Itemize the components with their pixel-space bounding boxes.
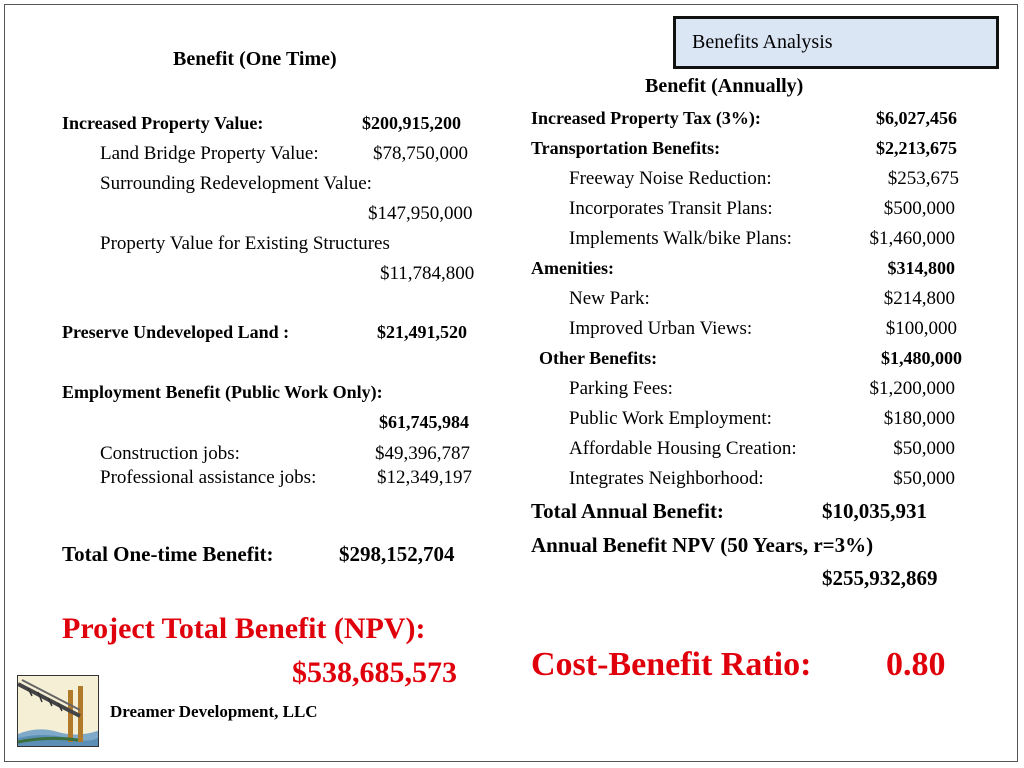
annual-row-value: $6,027,456 — [876, 108, 957, 128]
annual-row-value: $314,800 — [887, 258, 955, 278]
annual-row-label: Transportation Benefits: — [531, 138, 721, 158]
annual-row-label: Incorporates Transit Plans: — [569, 198, 773, 219]
annual-row-label: Other Benefits: — [539, 348, 658, 368]
surrounding-label: Surrounding Redevelopment Value: — [100, 173, 372, 194]
one-time-total-label: Total One-time Benefit: — [62, 542, 274, 566]
annual-row-label: New Park: — [569, 288, 650, 309]
cost-benefit-ratio-label: Cost-Benefit Ratio: — [531, 646, 812, 683]
property-label: Increased Property Value: — [62, 113, 264, 133]
annual-row-label: Freeway Noise Reduction: — [569, 168, 772, 189]
one-time-heading: Benefit (One Time) — [173, 48, 337, 70]
annual-heading: Benefit (Annually) — [645, 75, 804, 97]
annual-row-label: Improved Urban Views: — [569, 318, 753, 339]
annual-row-label: Integrates Neighborhood: — [569, 468, 764, 489]
annual-row-label: Affordable Housing Creation: — [569, 438, 797, 459]
annual-row-label: Public Work Employment: — [569, 408, 772, 429]
construction-label: Construction jobs: — [100, 443, 240, 464]
annual-row-label: Implements Walk/bike Plans: — [569, 228, 792, 249]
land-bridge-label: Land Bridge Property Value: — [100, 143, 319, 164]
annual-row-value: $1,460,000 — [869, 228, 955, 249]
one-time-total-value: $298,152,704 — [339, 542, 455, 566]
project-total-label: Project Total Benefit (NPV): — [62, 612, 426, 645]
annual-npv-label: Annual Benefit NPV (50 Years, r=3%) — [531, 533, 874, 557]
annual-row-value: $253,675 — [887, 168, 959, 189]
annual-row-value: $100,000 — [885, 318, 957, 339]
annual-row-value: $180,000 — [883, 408, 955, 429]
property-value: $200,915,200 — [362, 113, 461, 133]
annual-row-label: Parking Fees: — [569, 378, 673, 399]
professional-label: Professional assistance jobs: — [100, 467, 317, 488]
existing-value: $11,784,800 — [380, 263, 475, 284]
bridge-logo-icon — [17, 675, 99, 747]
annual-row-label: Increased Property Tax (3%): — [531, 108, 761, 128]
employment-label: Employment Benefit (Public Work Only): — [62, 382, 383, 402]
annual-row-value: $500,000 — [883, 198, 955, 219]
preserve-label: Preserve Undeveloped Land : — [62, 322, 290, 342]
employment-value: $61,745,984 — [379, 412, 469, 432]
annual-row-value: $50,000 — [893, 438, 955, 459]
slide-title: Benefits Analysis — [673, 16, 999, 69]
professional-value: $12,349,197 — [377, 467, 472, 488]
annual-npv-value: $255,932,869 — [822, 566, 938, 590]
preserve-value: $21,491,520 — [377, 322, 467, 342]
annual-row-value: $1,200,000 — [869, 378, 955, 399]
company-name: Dreamer Development, LLC — [110, 702, 318, 721]
annual-total-value: $10,035,931 — [822, 499, 927, 523]
annual-row-label: Amenities: — [531, 258, 614, 278]
annual-row-value: $214,800 — [883, 288, 955, 309]
construction-value: $49,396,787 — [375, 443, 470, 464]
annual-row-value: $1,480,000 — [881, 348, 962, 368]
annual-row-value: $50,000 — [893, 468, 955, 489]
annual-total-label: Total Annual Benefit: — [531, 499, 724, 523]
surrounding-value: $147,950,000 — [368, 203, 473, 224]
cost-benefit-ratio-value: 0.80 — [886, 646, 946, 683]
project-total-value: $538,685,573 — [292, 656, 457, 689]
existing-label: Property Value for Existing Structures — [100, 233, 390, 254]
annual-row-value: $2,213,675 — [876, 138, 957, 158]
land-bridge-value: $78,750,000 — [373, 143, 468, 164]
